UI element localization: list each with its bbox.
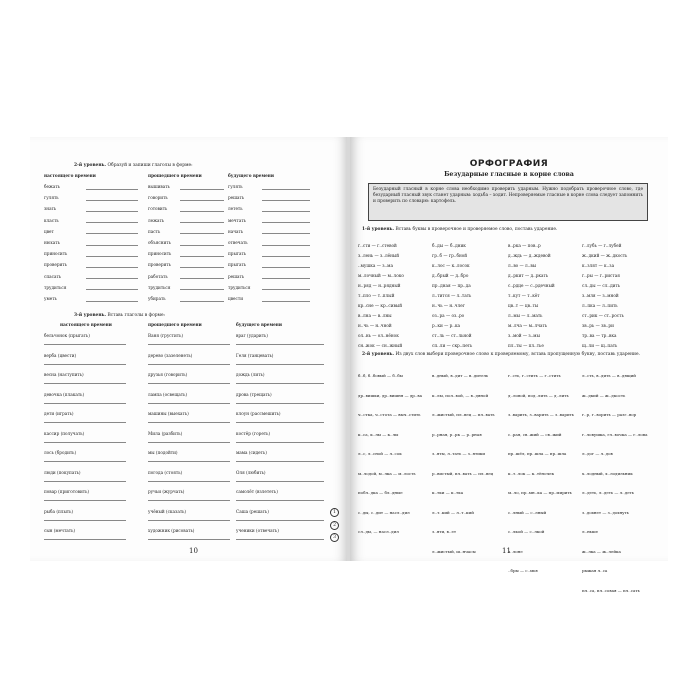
answer-line [148,364,230,365]
answer-line [180,289,224,290]
level1-word-pair: т..кут — т..кёт [508,293,540,298]
level3-heading [74,313,165,318]
answer-line [86,289,138,290]
level2-word: приносить [148,251,172,257]
level2-word: прыгать [228,251,247,257]
answer-line [44,344,126,345]
level3-phrase: враг (ударить) [236,333,268,338]
answer-line [262,245,310,246]
page-number-right: 11 [502,547,511,555]
level2-word: гулять [228,184,243,189]
level2-word-set: г..сть, г..стить — г..стить [508,373,561,378]
level1-word-pair: л..тится — л..тать [432,293,472,298]
level3-phrase: девочка (плакать) [44,391,85,397]
level3-phrase: кассир (получать) [44,430,85,436]
level2-word-set: ч..стка, ч..стота — выч..стить [358,412,421,417]
level1-word-pair: ст..ль — ст..льной [432,333,472,338]
level2-word-set: л..жистый, ш..нчасы [432,548,476,554]
level2-word-set: в..дный, в..дит — в..дитель [432,373,489,378]
level2-word: прыгать [228,262,247,268]
level2-word: начать [228,228,244,234]
answer-line [180,233,224,234]
level2-word: убирать [148,296,166,301]
level1-word-pair: оз..ра — оз..ро [432,313,465,318]
level2-word-set: к..са, к..лы — к..лы [358,431,399,437]
answer-line [44,442,126,443]
level3-header: настоящего времени [60,322,112,327]
page-number: 10 [189,547,198,555]
answer-line [86,256,138,257]
level3-phrase: дети (играть) [44,411,74,416]
r-level1-instruction: Вставь буквы в проверочное и проверяемое слово, поставь ударение. [395,227,558,232]
level2-word-set: к..тки — к..тка [432,490,464,495]
level1-word-pair: ..мушка — з..ма [358,263,393,268]
level2-word: трудиться [148,284,171,290]
answer-line [44,383,126,384]
level2-word: приносить [44,251,68,257]
level2-word: проверить [148,262,171,268]
answer-line [86,200,138,201]
level1-word-pair: в..рка — пов..р [508,243,541,248]
level3-phrase: лось (бродить) [44,450,77,455]
level3-instruction: Вставь глаголы в форме: [107,313,166,318]
level1-word-pair: м..лча — м..лчать [508,323,548,328]
level3-phrase: дрова (трещать) [236,391,272,397]
level2-word: цвет [44,228,54,234]
answer-line [262,233,310,234]
level2-word: трудиться [228,284,251,290]
level3-phrase: бельчонок (прыгать) [44,333,90,338]
level1-word-pair: цв..т — цв..ты [508,303,539,308]
answer-line [44,461,126,462]
level2-word-set: з..варить, з..варить — з..варить [508,412,575,417]
answer-line [236,481,324,482]
level3-phrase: Оля (любить) [236,469,266,475]
level3-phrase: повар (приготовить) [44,489,90,494]
answer-line [262,222,310,223]
level2-word-set: с..рая, св..жий — св..жий [508,431,562,437]
level1-word-pair: ол..нь — ол..нёнок [358,333,399,338]
level2-word-set: ж..лка — ж..лейка [582,548,621,554]
answer-line [180,222,224,223]
level2-word-set: побл..дка — бл..дные [358,490,403,495]
level2-word: работать [148,273,168,279]
answer-line [180,245,224,246]
answer-line [180,301,224,302]
rule-box: Безударный гласный в корне слова необходимо проверить ударным. Нужно подобрать проверочное слово, где безударный гласный звук станет ударным: ходьба – ходит. Непроверяемые гласные в корне слова следует запомнить и проверить по словарю: картофель. [368,183,648,221]
level1-word-pair: з..лень — з..лёный [358,253,400,258]
answer-line [148,481,230,482]
level2-word: трудиться [44,284,67,290]
level2-word: отвечать [228,240,248,245]
section-subtitle: Безударные гласные в корне слова [444,171,574,178]
level3-phrase: учёный (сказать) [148,508,187,514]
level2-word-set: к..лы, пол..вой, — в..дяной [432,392,489,398]
level2-word-set: з..яти, в..ет [432,529,457,534]
level2-word-set: з..дохнет — з..дохнуть [582,509,629,515]
level1-word-pair: щ..ли — щ..пать [582,343,618,348]
level2-word: гулять [44,195,59,201]
level2-word-set: м..лодой, м..лка — м..лость [358,470,416,476]
level2-word-set: д..ловой, под..лить — д..лить [508,392,569,398]
level2-word-set: ж..дкий — ж..дкость [582,392,626,398]
level1-word-pair: сл..ды — сл..дить [582,283,621,288]
answer-line [236,442,324,443]
answer-line [148,520,230,521]
level1-word-pair: сн..жок — сн..жный [358,343,403,348]
level2-word-set: л..ньше [582,529,599,534]
answer-line [148,422,230,423]
answer-line [262,256,310,257]
level1-word-pair: г..лубь — г..лубей [582,243,622,248]
level2-word-set: пр..шёл, пр..шла — пр..шла [508,451,567,456]
answer-line [236,364,324,365]
level2-word: говорить [148,195,168,201]
answer-line [86,278,138,279]
answer-line [44,422,126,423]
level2-header: прошедшего времени [148,173,202,178]
level2-word-set: г..ловушка, гл..вочка — г..лова [582,431,648,437]
answer-line [86,233,138,234]
level3-phrase: мы (подойти) [148,450,178,455]
level1-word-pair: г..ры — г..ристая [582,273,620,278]
answer-line [44,364,126,365]
level3-phrase: дерево (зазеленеть) [148,352,193,358]
answer-line [148,461,230,462]
level2-word: нюхать [44,240,60,245]
level2-word-set: л..сть, в..дить — в..дящий [582,373,636,378]
level1-word-pair: н..чь — н..члег [432,303,465,308]
level1-word-pair: ст..рик — ст..рость [582,313,624,318]
level2-word-set: рыжая л..са [582,568,608,573]
level1-word-pair: гр..б — гр..бной [432,253,468,258]
level2-heading [74,163,193,168]
level2-word: спасать [44,273,62,279]
level2-word-set: к..т..лок — к..тёночек [508,470,554,476]
answer-line [236,520,324,521]
answer-line [86,267,138,268]
level2-word: лететь [228,206,243,212]
answer-line [86,211,138,212]
level1-word-pair: л..пка — л..пить [582,303,618,308]
level1-word-pair: кр..сне — кр..сивый [358,303,403,308]
level2-word-set: с..ды, с..дит — насл..дил [358,509,410,515]
level2-word-set: ..бры — с..мья [508,568,538,573]
level2-word-set: б..б, б..бовый — б..бы [358,373,403,378]
level2-label: 2-й уровень. [74,163,107,168]
level2-word-set: л..с, л..сной — л..сок [358,451,402,456]
level3-phrase: весна (наступить) [44,372,84,377]
level3-label: 3-й уровень. [74,313,107,318]
level1-word-pair: м..лочный — м..локо [358,273,404,278]
level2-word: цвести [228,296,243,301]
level3-phrase: клоун (рассмешить) [236,411,281,416]
answer-line [44,481,126,482]
answer-line [236,422,324,423]
answer-line [44,500,126,501]
level2-word-set: др..вишки, др..вишня — др..ва [358,392,423,398]
level3-phrase: погода (стоять) [148,469,183,475]
level3-header: будущего времени [236,322,282,327]
answer-line [262,211,310,212]
level1-word-pair: н..ряд — н..рядный [358,283,401,288]
level2-word-set: с..лный — с..лный [508,509,547,515]
level2-word: знать [44,206,57,212]
number-circle: 3 [330,533,339,542]
level3-phrase: мама (сидеть) [236,450,267,455]
level2-word: вышивать [148,184,170,189]
level2-word-set: л..деть, л..деть — л..деть [582,490,634,495]
level1-word-pair: к..лос — к..лосок [432,263,470,268]
answer-line [236,403,324,404]
level3-phrase: Мила (разбить) [148,430,183,436]
number-circle: 2 [330,521,339,530]
level2-word-set: сл..ды, — насл..дил [358,529,399,534]
level2-word: бежать [44,184,60,189]
level2-instruction: Образуй и запиши глаголы в форме: [107,163,193,168]
level3-phrase: верба (цвести) [44,352,77,358]
section-title: ОРФОГРАФИЯ [469,159,549,169]
level3-header: прошедшего времени [148,322,202,327]
level1-word-pair: н..чь — н..чной [358,323,392,328]
level1-word-pair: зв..рь — зв..ри [582,323,614,328]
level2-word: решать [228,273,245,279]
level1-word-pair: б..ды — б..дник [432,243,466,248]
level2-word-set: р..вистый, пл..вать — пл..вец [432,470,494,476]
level1-word-pair: тр..ва — тр..вка [582,333,617,338]
level2-word: уметь [44,296,57,301]
answer-line [236,383,324,384]
answer-line [180,256,224,257]
answer-line [180,189,224,190]
level3-phrase: ручьи (журчать) [148,489,185,494]
right-page [350,137,668,593]
answer-line [180,267,224,268]
answer-line [236,500,324,501]
level1-word-pair: л..во — л..вы [508,263,537,268]
answer-line [262,278,310,279]
answer-line [180,200,224,201]
answer-line [262,301,310,302]
level3-phrase: костёр (гореть) [236,430,271,436]
level2-word-set: л..жистый, пл..вец — пл..вать [432,412,495,417]
level2-word: класть [44,217,59,223]
level3-phrase: Ваня (грустить) [148,333,183,338]
level2-word-set: л..т..кий — л..т..кий [432,509,474,515]
level1-word-pair: д..ждь — д..ждевой [508,253,551,258]
level1-word-pair: пл..ты — пл..тье [508,343,544,348]
r-level2-heading [362,352,656,358]
level1-word-pair: т..пло — т..плый [358,293,395,298]
level3-phrase: Саша (решать) [236,508,269,514]
answer-line [44,520,126,521]
r-level2-instruction: Из двух слов выбери проверочное слово к проверяемому, вставь пропущенную букву, поставь ударение. [395,352,640,357]
answer-line [180,211,224,212]
level2-word: лежать [148,217,165,223]
answer-line [262,289,310,290]
r-level2-label: 2-й уровень. [362,352,395,357]
level2-word-set: м..ло, пр..мн..ка — пр..мирить [508,490,572,495]
answer-line [148,403,230,404]
level3-phrase: рыба (плыть) [44,508,74,514]
level3-phrase: люди (покупать) [44,469,81,475]
answer-line [44,403,126,404]
level2-header: настоящего времени [44,173,96,178]
answer-line [236,461,324,462]
answer-line [148,500,230,501]
answer-line [236,539,324,540]
level1-word-pair: з..мой — з..мы [508,333,540,338]
level1-word-pair: к..злят — к..за [582,263,615,268]
level1-word-pair: пр..дная — пр..да [432,283,471,288]
level1-word-pair: г..сти — г..стевой [358,243,397,248]
answer-line [44,539,126,540]
answer-line [148,442,230,443]
level3-phrase: сын (мечтать) [44,528,75,533]
level2-word-set: р..рная, р..рк — р..рная [432,431,482,437]
answer-line [180,278,224,279]
level3-phrase: дождь (лить) [236,372,265,377]
level2-word-set: л..дог — л..дов [582,451,613,456]
level1-word-pair: д..ркит — д..ркать [508,273,549,278]
level2-word: мечтать [228,217,246,223]
level1-word-pair: д..брый — д..бро [432,273,469,278]
level1-word-pair: с..рдце — с..рдечный [508,283,555,288]
answer-line [148,383,230,384]
level2-word-set: пл..са, пл..совая — пл..сать [582,587,640,593]
answer-line [86,245,138,246]
answer-line [86,222,138,223]
left-page [30,137,348,561]
level1-word-pair: в..лна — в..лны [358,313,392,318]
level2-word-set: г..р, г..ворить — разг..вор [582,412,637,417]
answer-line [86,301,138,302]
level2-word-set: з..лоне [508,548,523,554]
level2-header: будущего времени [228,173,274,178]
level3-phrase: машины (выехать) [148,411,189,416]
level2-word: решать [228,195,245,201]
r-level1-heading [362,227,656,233]
r-level1-label: 1-й уровень. [362,227,395,232]
level3-phrase: самолёт (взлететь) [236,489,278,494]
level1-word-pair: сп..ли — скр..петь [432,343,473,348]
level2-word-set: з..яты, л..тать — з..ятики [432,451,486,456]
level1-word-pair: р..ки — р..ка [432,323,461,328]
number-circle: 1 [330,508,339,517]
level1-word-pair: ж..дкий — ж..дкость [582,253,628,258]
level2-word-set: х..лодный, х..лодильник [582,470,633,476]
answer-line [148,344,230,345]
answer-line [262,267,310,268]
level3-phrase: Геля (танцевать) [236,352,274,358]
level3-phrase: художник (рисовать) [148,528,195,533]
level2-word: пасть [148,228,161,234]
level3-phrase: ученики (отвечать) [236,528,279,533]
level2-word: проверить [44,262,67,268]
level2-word: готовить [148,206,168,212]
level1-word-pair: л..мы — л..мать [508,313,543,318]
level2-word: объяснить [148,240,171,245]
level3-phrase: лампа (освещать) [148,391,187,397]
level3-phrase: друзья (говорить) [148,372,188,377]
level2-word-set: с..лкой — с..лкой [508,529,545,534]
answer-line [148,539,230,540]
level1-word-pair: з..мля — з..мной [582,293,619,298]
answer-line [262,189,310,190]
answer-line [262,200,310,201]
answer-line [86,189,138,190]
answer-line [236,344,324,345]
